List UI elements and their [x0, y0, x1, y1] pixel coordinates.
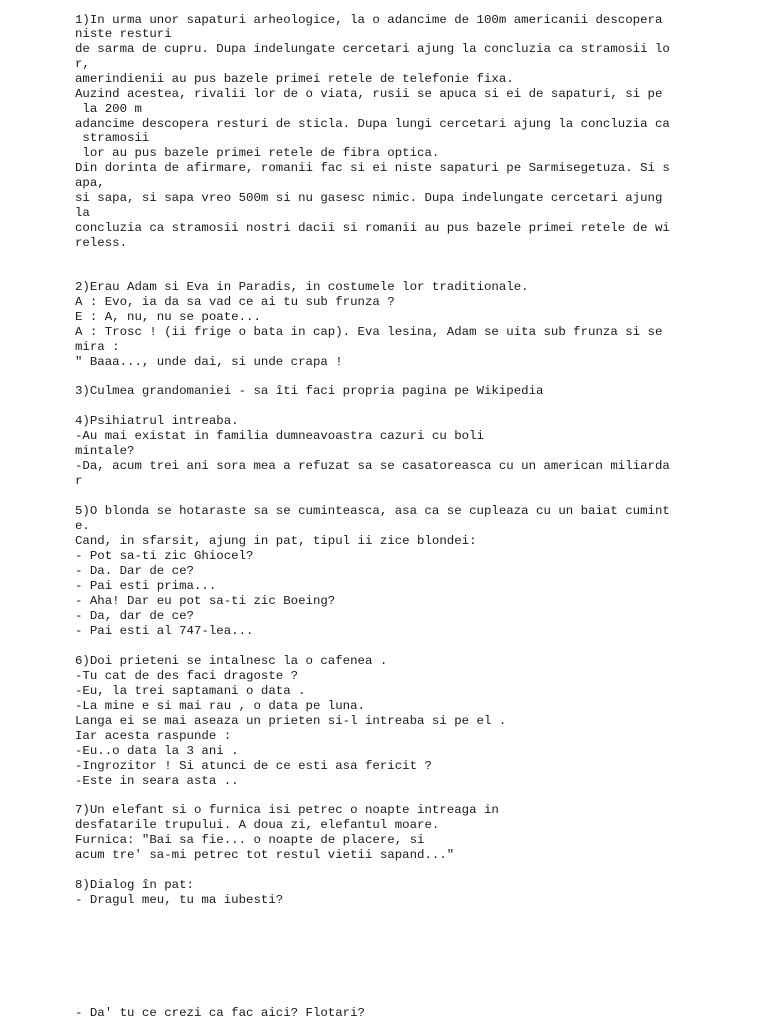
joke-1-line-8: adancime descopera resturi de sticla. Dupa lungi cercetari ajung la concluzia ca: [75, 117, 670, 131]
joke-1-line-14: la: [75, 206, 90, 220]
joke-6-line-7: -Eu..o data la 3 ani .: [75, 744, 239, 758]
joke-8-line-1: 8)Dialog în pat:: [75, 878, 194, 892]
joke-5-line-7: - Aha! Dar eu pot sa-ti zic Boeing?: [75, 594, 336, 608]
joke-5-line-9: - Pai esti al 747-lea...: [75, 624, 254, 638]
joke-1-line-12: apa,: [75, 176, 105, 190]
joke-1-line-15: concluzia ca stramosii nostri dacii si romanii au pus bazele primei retele de wi: [75, 221, 670, 235]
joke-4-line-4: -Da, acum trei ani sora mea a refuzat sa se casatoreasca cu un american miliarda: [75, 459, 670, 473]
joke-2-line-3: E : A, nu, nu se poate...: [75, 310, 261, 324]
joke-1-line-11: Din dorinta de afirmare, romanii fac si ei niste sapaturi pe Sarmisegetuza. Si s: [75, 161, 670, 175]
joke-2-line-2: A : Evo, ia da sa vad ce ai tu sub frunza ?: [75, 295, 395, 309]
joke-4-line-1: 4)Psihiatrul intreaba.: [75, 414, 239, 428]
joke-7-line-3: Furnica: "Bai sa fie... o noapte de placere, si: [75, 833, 425, 847]
joke-4-line-3: mintale?: [75, 444, 135, 458]
joke-1-line-2: niste resturi: [75, 27, 172, 41]
joke-5-line-1: 5)O blonda se hotaraste sa se cuminteasca, asa ca se cupleaza cu un baiat cumint: [75, 504, 670, 518]
joke-1-line-4: r,: [75, 57, 90, 71]
joke-8-line-3: - Da' tu ce crezi ca fac aici? Flotari?: [75, 1006, 365, 1020]
joke-6-line-4: -La mine e si mai rau , o data pe luna.: [75, 699, 365, 713]
joke-7-line-4: acum tre' sa-mi petrec tot restul vietii sapand...": [75, 848, 455, 862]
joke-2-line-1: 2)Erau Adam si Eva in Paradis, in costumele lor traditionale.: [75, 280, 529, 294]
joke-5-line-3: Cand, in sfarsit, ajung in pat, tipul ii zice blondei:: [75, 534, 477, 548]
joke-5-line-5: - Da. Dar de ce?: [75, 564, 194, 578]
joke-1-line-13: si sapa, si sapa vreo 500m si nu gasesc nimic. Dupa indelungate cercetari ajung: [75, 191, 663, 205]
joke-7-line-2: desfatarile trupului. A doua zi, elefantul moare.: [75, 818, 440, 832]
joke-1-line-5: amerindienii au pus bazele primei retele de telefonie fixa.: [75, 72, 514, 86]
joke-4-line-5: r: [75, 474, 83, 488]
joke-6-line-2: -Tu cat de des faci dragoste ?: [75, 669, 299, 683]
joke-1-line-9: stramosii: [75, 131, 150, 145]
joke-6-line-5: Langa ei se mai aseaza un prieten si-l intreaba si pe el .: [75, 714, 507, 728]
joke-1-line-6: Auzind acestea, rivalii lor de o viata, rusii se apuca si ei de sapaturi, si pe: [75, 87, 663, 101]
joke-1-line-3: de sarma de cupru. Dupa indelungate cercetari ajung la concluzia ca stramosii lo: [75, 42, 670, 56]
joke-1-line-1: 1)In urma unor sapaturi arheologice, la o adancime de 100m americanii descopera: [75, 13, 663, 27]
joke-2-line-5: mira :: [75, 340, 120, 354]
joke-6-line-6: Iar acesta raspunde :: [75, 729, 232, 743]
joke-2-line-4: A : Trosc ! (ii frige o bata in cap). Eva lesina, Adam se uita sub frunza si se: [75, 325, 663, 339]
joke-5-line-4: - Pot sa-ti zic Ghiocel?: [75, 549, 254, 563]
joke-6-line-9: -Este in seara asta ..: [75, 774, 239, 788]
joke-3-line-1: 3)Culmea grandomaniei - sa îti faci propria pagina pe Wikipedia: [75, 384, 544, 398]
joke-5-line-6: - Pai esti prima...: [75, 579, 217, 593]
joke-5-line-8: - Da, dar de ce?: [75, 609, 194, 623]
joke-1-line-10: lor au pus bazele primei retele de fibra optica.: [75, 146, 440, 160]
joke-7-line-1: 7)Un elefant si o furnica isi petrec o noapte intreaga in: [75, 803, 499, 817]
joke-6-line-8: -Ingrozitor ! Si atunci de ce esti asa fericit ?: [75, 759, 432, 773]
joke-5-line-2: e.: [75, 519, 90, 533]
joke-4-line-2: -Au mai existat in familia dumneavoastra cazuri cu boli: [75, 429, 484, 443]
joke-6-line-3: -Eu, la trei saptamani o data .: [75, 684, 306, 698]
joke-1-line-7: la 200 m: [75, 102, 142, 116]
joke-2-line-6: " Baaa..., unde dai, si unde crapa !: [75, 355, 343, 369]
joke-6-line-1: 6)Doi prieteni se intalnesc la o cafenea .: [75, 654, 388, 668]
joke-8-line-2: - Dragul meu, tu ma iubesti?: [75, 893, 284, 907]
joke-1-line-16: reless.: [75, 236, 128, 250]
